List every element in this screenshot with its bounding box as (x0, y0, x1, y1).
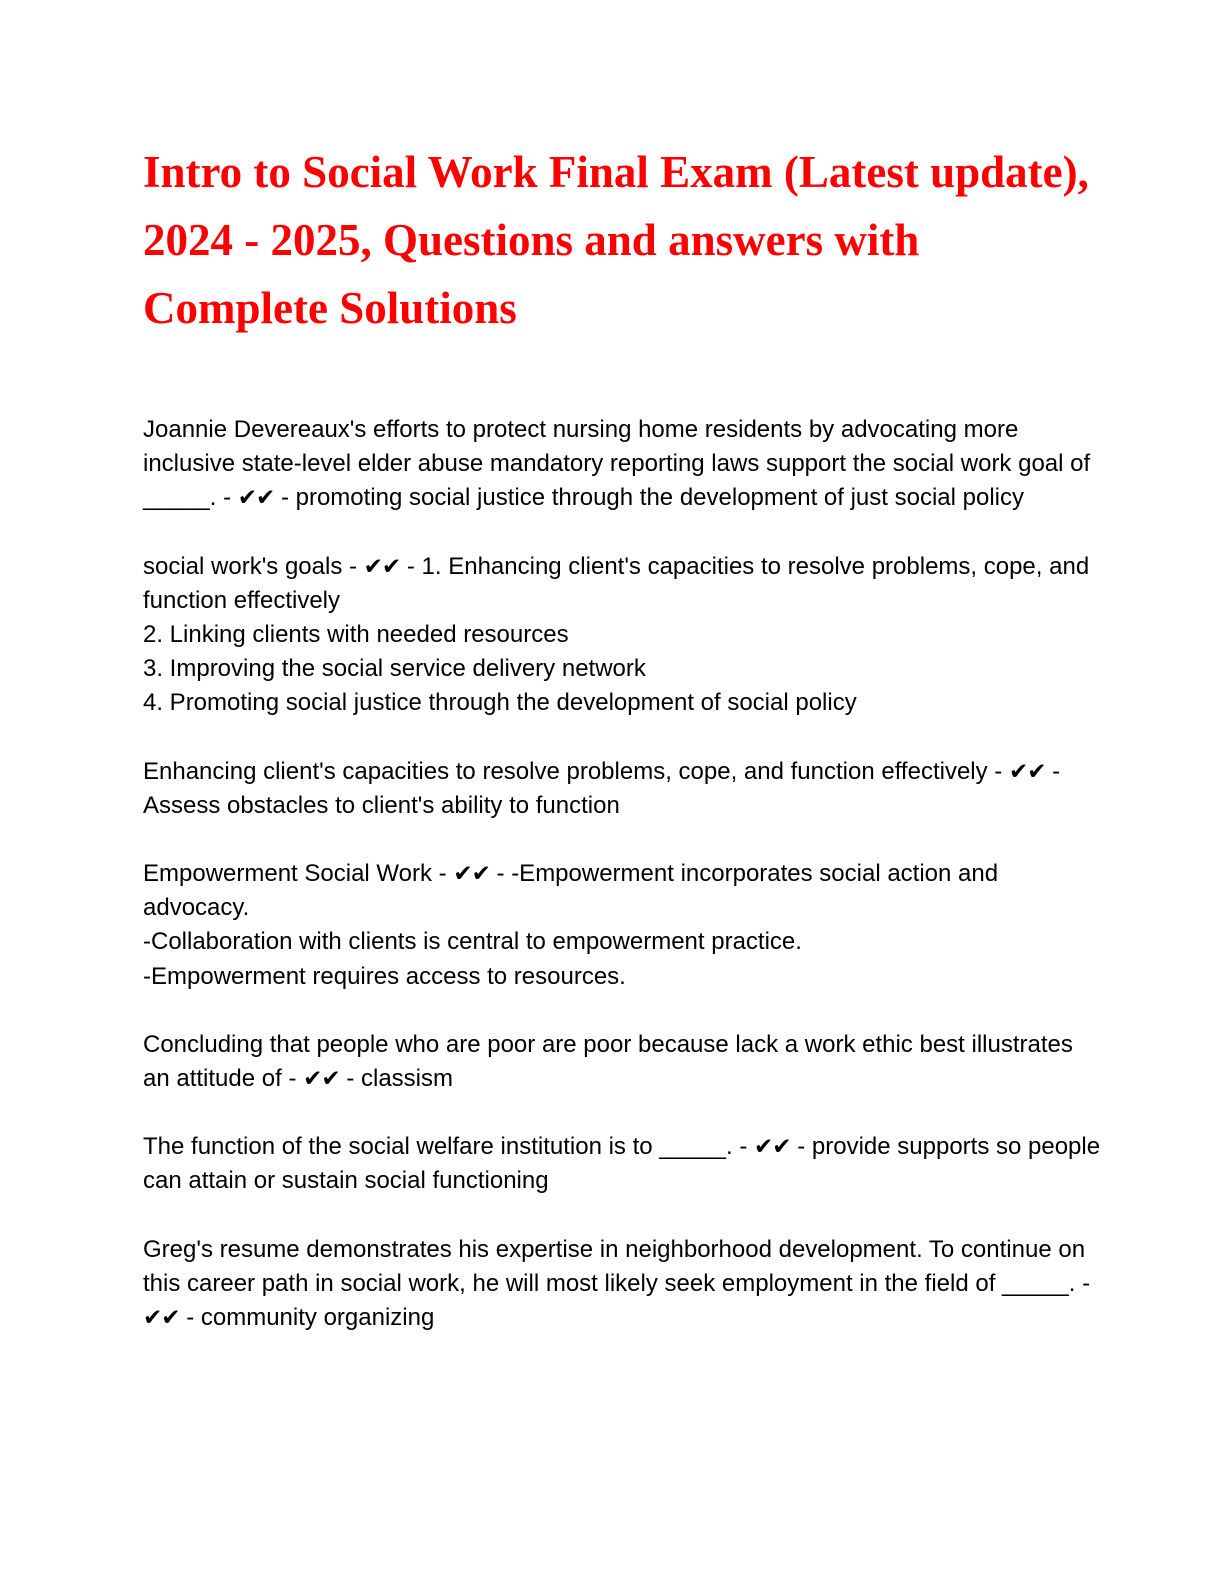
answer-text: -Empowerment incorporates social action and advocacy. -Collaboration with clients is central to empowerment practice. -Empowerment requires access to resources. (143, 860, 999, 990)
answer-text: Assess obstacles to client's ability to function (143, 791, 620, 819)
question-text: social work's goals (143, 552, 343, 580)
answer-text: promoting social justice through the development of just social policy (295, 484, 1024, 512)
question-text: Concluding that people who are poor are poor because lack a work ethic best illustrates an attitude of (143, 1030, 1080, 1093)
qa-item (143, 413, 1103, 516)
question-text: Joannie Devereaux's efforts to protect nursing home residents by advocating more inclusive state-level elder abuse mandatory reporting laws support the social work goal of _____. (143, 416, 1097, 512)
question-text: Greg's resume demonstrates his expertise in neighborhood development. To continue on this career path in social work, he will most likely seek employment in the field of _____. (143, 1235, 1092, 1297)
double-check-icon: ✔✔ (143, 1305, 180, 1332)
separator: - (1075, 1269, 1097, 1297)
answer-text: provide supports so people can attain or sustain social functioning (143, 1133, 1107, 1195)
qa-item (143, 755, 1103, 823)
separator: - (342, 552, 364, 580)
qa-item (143, 857, 1103, 994)
qa-item (143, 1028, 1103, 1096)
answer-text: community organizing (200, 1304, 435, 1332)
question-text: Enhancing client's capacities to resolve problems, cope, and function effectively (143, 757, 988, 785)
separator: - (216, 484, 238, 512)
question-text: Empowerment Social Work (143, 860, 432, 888)
document-title: Intro to Social Work Final Exam (Latest update), 2024 - 2025, Questions and answers with Complete Solutions (143, 147, 1089, 333)
question-text: The function of the social welfare institution is to _____. (143, 1133, 733, 1161)
separator: - (489, 860, 512, 888)
separator: - (281, 1065, 304, 1093)
double-check-icon: ✔✔ (754, 1134, 791, 1161)
answer-text: 1. Enhancing client's capacities to resolve problems, cope, and function effectively 2. Linking clients with needed resources 3. Improving the social service delivery network 4. Promoting social justice through the development of social policy (143, 552, 1090, 717)
separator: - (790, 1133, 812, 1161)
double-check-icon: ✔✔ (303, 1066, 340, 1093)
separator: - (400, 552, 422, 580)
separator: - (732, 1133, 755, 1161)
separator: - (274, 484, 296, 512)
qa-item (143, 550, 1103, 721)
separator: - (987, 757, 1009, 785)
double-check-icon: ✔✔ (237, 485, 275, 512)
qa-item (143, 1233, 1103, 1336)
separator: - (339, 1065, 361, 1093)
separator: - (1045, 757, 1066, 785)
answer-text: classism (360, 1065, 453, 1093)
separator: - (179, 1304, 201, 1332)
qa-list (143, 413, 1107, 1369)
qa-item (143, 1130, 1107, 1198)
separator: - (431, 860, 454, 888)
double-check-icon: ✔✔ (363, 553, 401, 580)
double-check-icon: ✔✔ (453, 861, 490, 888)
double-check-icon: ✔✔ (1008, 758, 1046, 785)
